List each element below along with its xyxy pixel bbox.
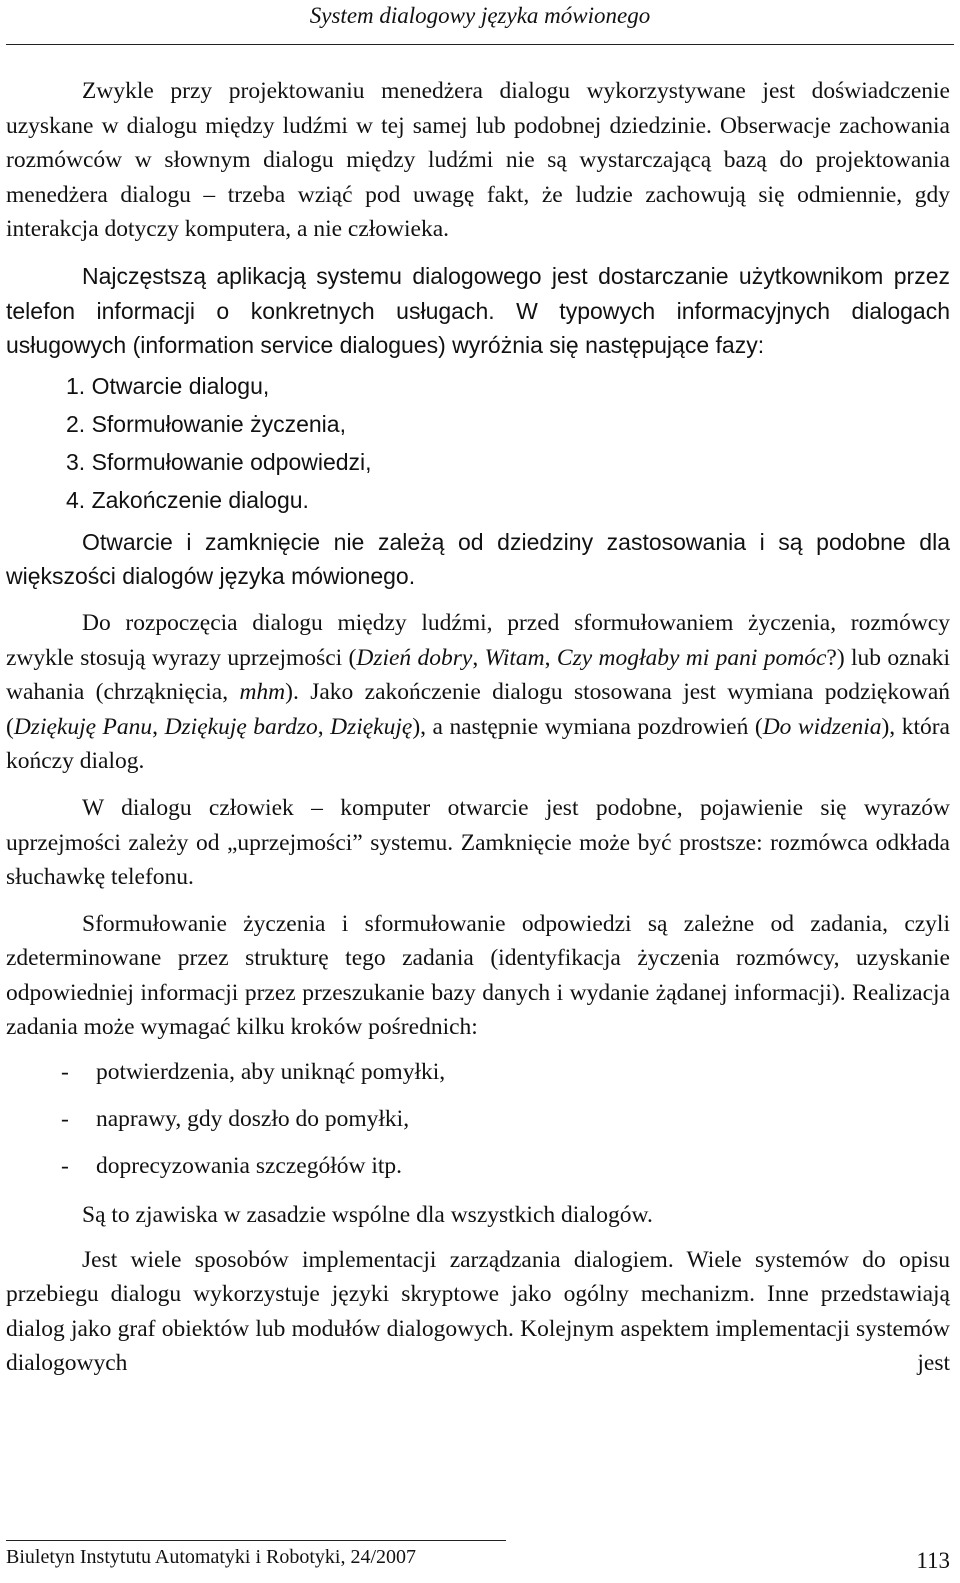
list-marker: - xyxy=(61,1059,69,1086)
page-number: 113 xyxy=(916,1548,950,1573)
running-title: System dialogowy języka mówionego xyxy=(309,3,651,28)
text-run: , xyxy=(472,644,485,671)
page-body xyxy=(6,74,950,1381)
paragraph-8: Jest wiele sposobów implementacji zarządzania dialogiem. Wiele systemów do opisu przebiegu dialogu wykorzystuje języki skryptowe jako ogólny mechanizm. Inne przedstawiają dialog jako graf obiektów lub modułów dialogowych. Kolejnym aspektem implementacji systemów dialogowych jest xyxy=(6,1246,950,1377)
text-run: ). Jako zakończenie dialogu stosowana jest wymiana podziękowań ( xyxy=(6,679,950,740)
phases-list xyxy=(6,367,950,519)
list-item xyxy=(6,1143,950,1190)
list-item xyxy=(6,1049,950,1096)
text-run: ), a następnie wymiana pozdrowień ( xyxy=(412,713,763,740)
list-item-text: potwierdzenia, aby uniknąć pomyłki, xyxy=(96,1059,446,1086)
text-run: Do rozpoczęcia dialogu między ludźmi, przed sformułowaniem życzenia, rozmówcy zwykle stosują wyrazy uprzejmości ( xyxy=(6,609,950,671)
italic-phrase: Dzień dobry xyxy=(356,644,473,671)
list-item-text: doprecyzowania szczegółów itp. xyxy=(96,1153,403,1180)
journal-citation: Biuletyn Instytutu Automatyki i Robotyki, 24/2007 xyxy=(6,1546,417,1568)
running-header xyxy=(0,0,960,44)
list-item: 3. Sformułowanie odpowiedzi, xyxy=(66,448,372,475)
list-item: 1. Otwarcie dialogu, xyxy=(66,372,270,399)
text-run: ), która kończy dialog. xyxy=(6,713,950,775)
list-marker: - xyxy=(61,1106,69,1133)
paragraph-5: W dialogu człowiek – komputer otwarcie jest podobne, pojawienie się wyrazów uprzejmości zależy od „uprzejmości” systemu. Zamknięcie może być prostsze: rozmówca odkłada słuchawkę telefonu. xyxy=(6,794,950,891)
italic-phrase: Czy mogłaby mi pani pomóc xyxy=(556,644,827,671)
paragraph-4 xyxy=(6,606,950,779)
italic-phrase: Dziękuję xyxy=(330,713,413,740)
italic-phrase: Do widzenia xyxy=(762,713,882,740)
paragraph-6: Sformułowanie życzenia i sformułowanie odpowiedzi są zależne od zadania, czyli zdeterminowane przez strukturę tego zadania (identyfikacja życzenia rozmówcy, uzyskanie odpowiedniej informacji przez przeszukanie bazy danych i wydanie żądanej informacji). Realizacja zadania może wymagać kilku kroków pośrednich: xyxy=(6,910,950,1041)
italic-phrase: Witam xyxy=(484,644,545,671)
footer-divider xyxy=(6,1540,506,1541)
paragraph-1: Zwykle przy projektowaniu menedżera dialogu wykorzystywane jest doświadczenie uzyskane w dialogu między ludźmi w tej samej lub podobnej dziedzinie. Obserwacje zachowania rozmówców w słownym dialogu między ludźmi nie są wystarczającą bazą do projektowania menedżera dialogu – trzeba wziąć pod uwagę fakt, że ludzie zachowują się odmiennie, gdy interakcja dotyczy komputera, a nie człowieka. xyxy=(6,78,950,243)
text-run: , xyxy=(317,713,331,740)
text-run: , xyxy=(152,713,165,740)
header-divider xyxy=(6,44,954,45)
paragraph-7: Są to zjawiska w zasadzie wspólne dla wszystkich dialogów. xyxy=(82,1202,653,1229)
text-run: , xyxy=(544,644,557,671)
list-marker: - xyxy=(61,1153,69,1180)
page-footer xyxy=(6,1540,950,1580)
italic-phrase: mhm xyxy=(239,679,286,706)
paragraph-3: Otwarcie i zamknięcie nie zależą od dziedziny zastosowania i są podobne dla większości dialogów języka mówionego. xyxy=(6,528,950,590)
list-item xyxy=(6,1096,950,1143)
list-item: 2. Sformułowanie życzenia, xyxy=(66,410,346,437)
list-item: 4. Zakończenie dialogu. xyxy=(66,486,309,513)
list-item-text: naprawy, gdy doszło do pomyłki, xyxy=(96,1106,410,1133)
steps-list xyxy=(6,1049,950,1190)
text-run: ?) lub oznaki wahania (chrząknięcia, xyxy=(6,644,951,706)
italic-phrase: Dziękuję bardzo xyxy=(164,713,318,740)
paragraph-2: Najczęstszą aplikacją systemu dialogowego jest dostarczanie użytkownikom przez telefon informacji o konkretnych usługach. W typowych informacyjnych dialogach usługowych (information service dialogues) wyróżnia się następujące fazy: xyxy=(6,262,950,359)
italic-phrase: Dziękuję Panu xyxy=(13,713,153,740)
